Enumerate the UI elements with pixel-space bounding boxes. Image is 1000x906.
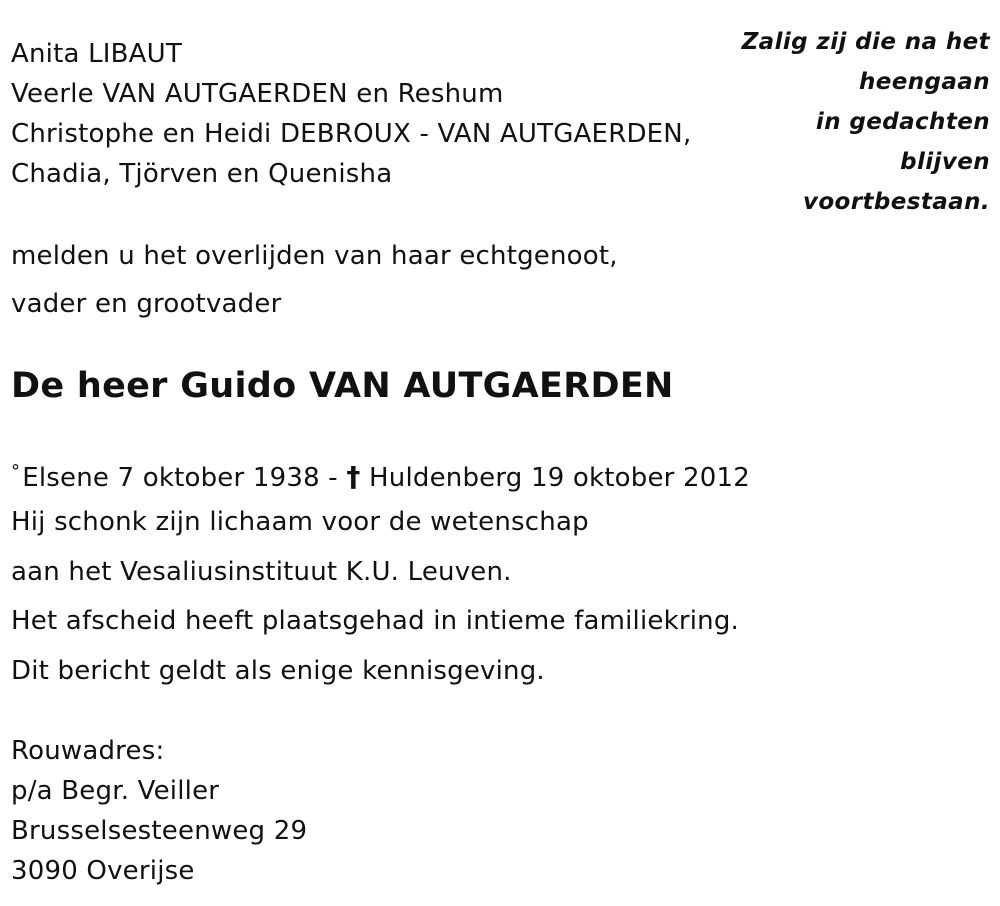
family-member: Christophe en Heidi DEBROUX - VAN AUTGAERDEN, bbox=[11, 119, 692, 149]
announcement-line: vader en grootvader bbox=[11, 289, 282, 319]
detail-line: Het afscheid heeft plaatsgehad in intieme familiekring. bbox=[11, 606, 740, 636]
quote-line: voortbestaan. bbox=[802, 189, 990, 215]
family-member: Chadia, Tjörven en Quenisha bbox=[11, 159, 393, 189]
quote-line: blijven bbox=[900, 149, 990, 175]
quote-line: in gedachten bbox=[815, 109, 990, 135]
cross-icon: † bbox=[346, 460, 361, 493]
quote-line: Zalig zij die na het bbox=[741, 29, 990, 55]
birth-symbol: ° bbox=[11, 461, 21, 482]
detail-line: Hij schonk zijn lichaam voor de wetenschap bbox=[11, 507, 589, 537]
detail-line: aan het Vesaliusinstituut K.U. Leuven. bbox=[11, 557, 512, 587]
address-label: Rouwadres: bbox=[11, 736, 165, 766]
family-member: Anita LIBAUT bbox=[11, 39, 182, 69]
announcement-line: melden u het overlijden van haar echtgenoot, bbox=[11, 241, 618, 271]
life-dates bbox=[11, 456, 750, 494]
address-line: p/a Begr. Veiller bbox=[11, 776, 220, 806]
quote-line: heengaan bbox=[858, 69, 990, 95]
address-line: Brusselsesteenweg 29 bbox=[11, 816, 308, 846]
death-date: Huldenberg 19 oktober 2012 bbox=[369, 463, 750, 493]
family-member: Veerle VAN AUTGAERDEN en Reshum bbox=[11, 79, 504, 109]
deceased-name: De heer Guido VAN AUTGAERDEN bbox=[11, 366, 674, 406]
birth-date: Elsene 7 oktober 1938 - bbox=[22, 463, 338, 493]
address-line: 3090 Overijse bbox=[11, 856, 195, 886]
memorial-quote bbox=[742, 22, 990, 222]
detail-line: Dit bericht geldt als enige kennisgeving. bbox=[11, 656, 545, 686]
